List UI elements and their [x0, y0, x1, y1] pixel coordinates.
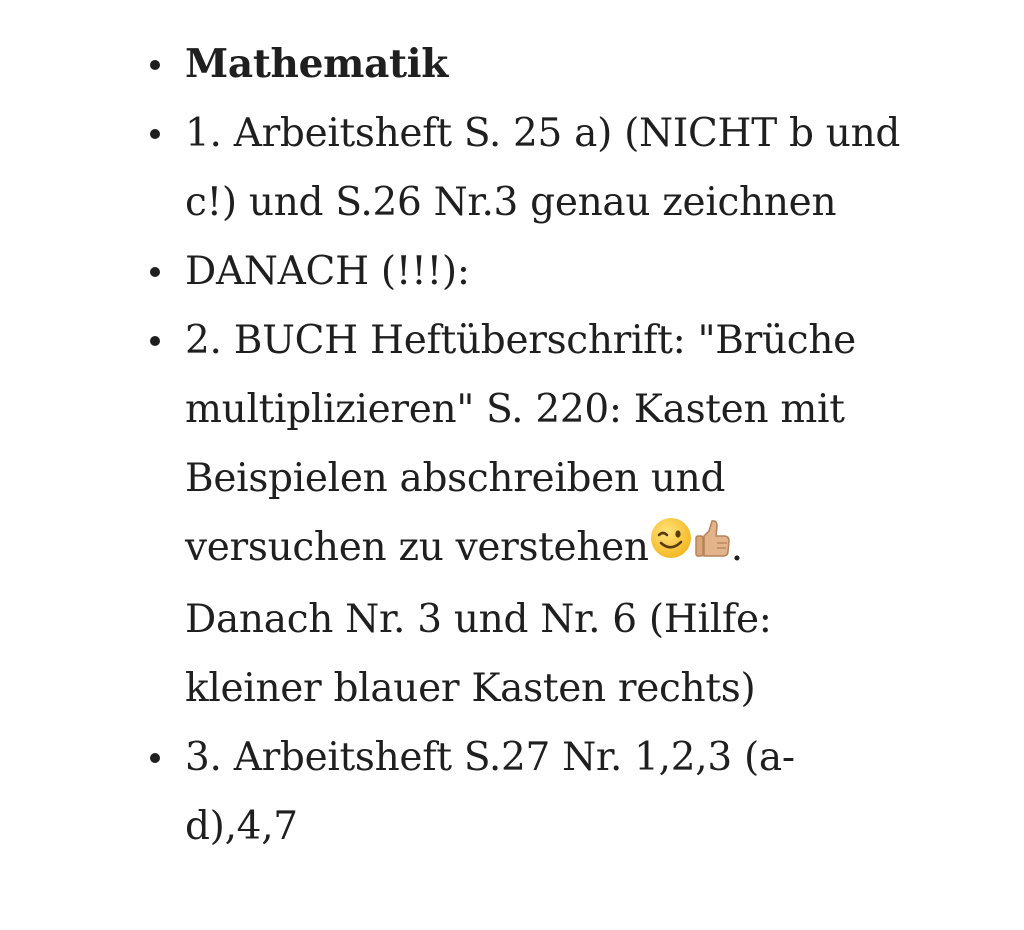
bullet-icon	[150, 336, 160, 346]
task-3-line-2: d),4,7	[185, 803, 298, 849]
task-2-line-6: kleiner blauer Kasten rechts)	[185, 665, 756, 711]
task-1-line-2: c!) und S.26 Nr.3 genau zeichnen	[185, 180, 837, 225]
task-2-line-2: multiplizieren" S. 220: Kasten mit	[185, 387, 845, 432]
bullet-icon	[150, 129, 160, 139]
list-item-task-2	[150, 306, 890, 723]
bullet-icon	[150, 753, 160, 763]
list-item-heading	[150, 30, 890, 99]
list-item-task-3	[150, 723, 890, 861]
task-2-line-3: Beispielen abschreiben und	[185, 456, 726, 501]
task-1-line-1: 1. Arbeitsheft S. 25 a) (NICHT b und	[185, 111, 901, 156]
task-2-line-4-period: .	[730, 525, 743, 570]
winking-face-icon	[649, 513, 693, 582]
bullet-icon	[150, 60, 160, 70]
bullet-icon	[150, 267, 160, 277]
task-2-line-5: Danach Nr. 3 und Nr. 6 (Hilfe:	[185, 596, 772, 642]
task-2-line-4	[185, 513, 890, 585]
task-2-line-4-text: versuchen zu verstehen	[185, 525, 649, 570]
task-3-line-1: 3. Arbeitsheft S.27 Nr. 1,2,3 (a-	[185, 734, 795, 780]
list-item-task-1	[150, 99, 901, 237]
homework-content	[150, 30, 901, 861]
danach-line: DANACH (!!!):	[185, 249, 470, 294]
thumbs-up-icon	[693, 513, 731, 582]
list-item-danach	[150, 237, 890, 306]
task-2-line-1: 2. BUCH Heftüberschrift: "Brüche	[185, 318, 856, 363]
subject-heading: Mathematik	[185, 41, 449, 87]
task-list	[150, 30, 901, 861]
